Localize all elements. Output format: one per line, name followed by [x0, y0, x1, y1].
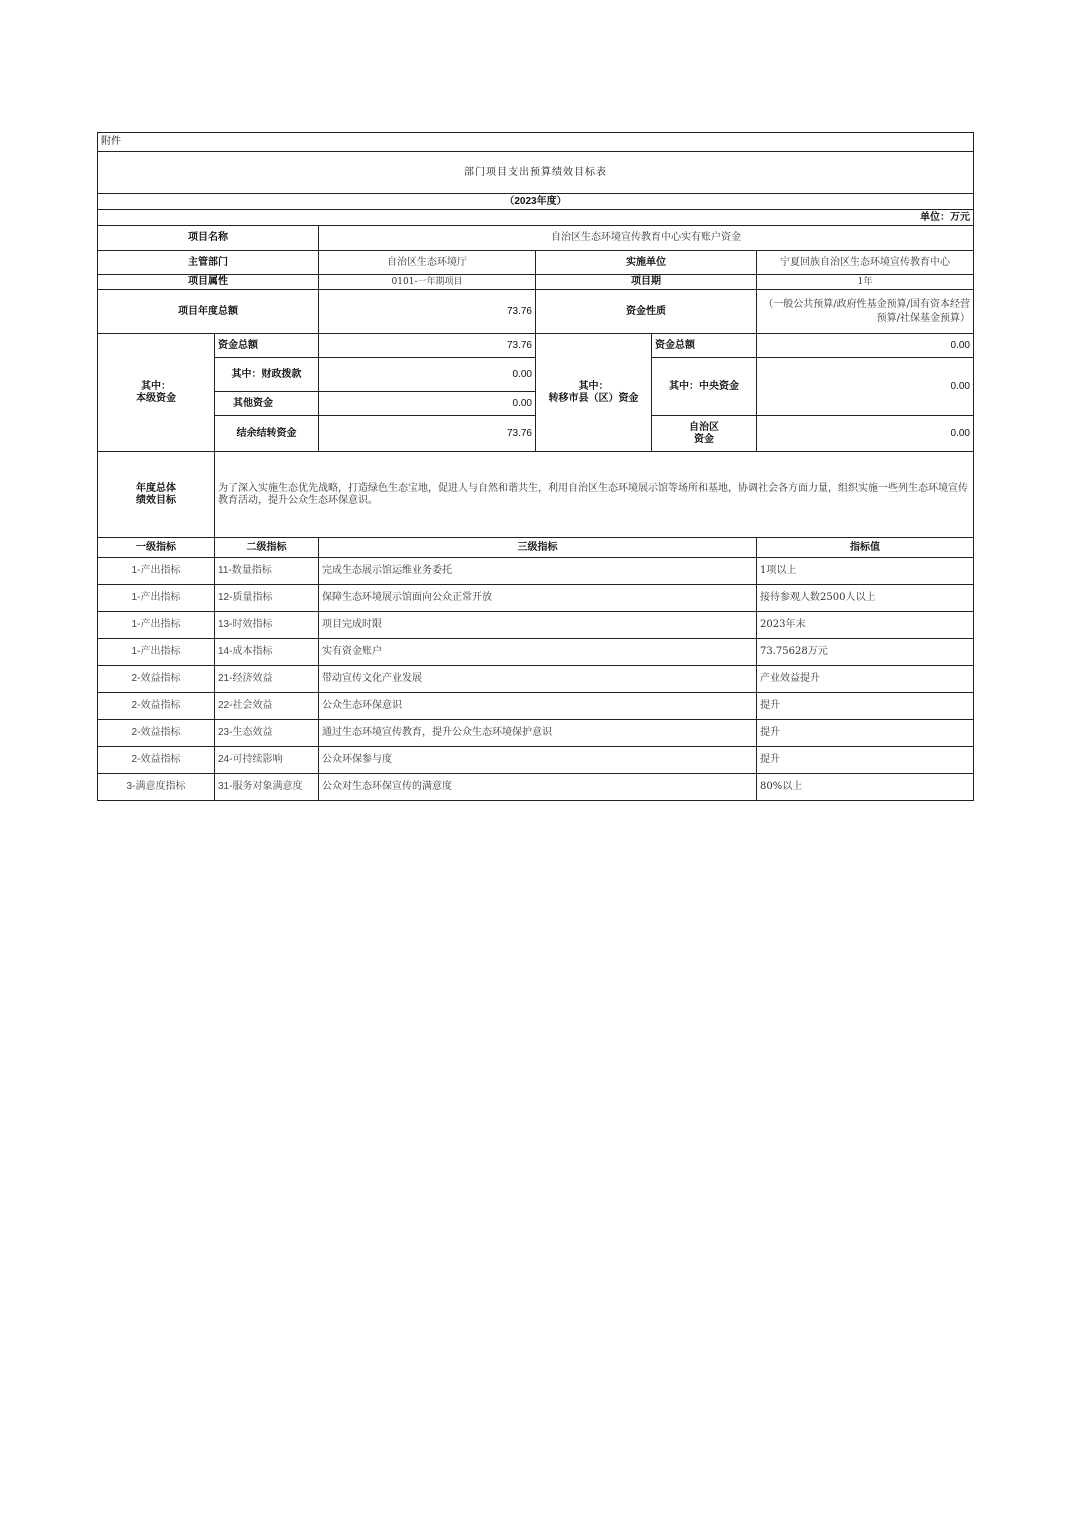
indicator-value: 接待参观人数2500人以上	[757, 585, 974, 612]
transfer-region-label: 自治区 资金	[652, 416, 757, 452]
header-level3: 三级指标	[319, 538, 757, 558]
local-other-label: 其他资金	[215, 392, 319, 416]
transfer-total-label: 资金总额	[652, 334, 757, 358]
indicator-row	[98, 666, 974, 693]
indicator-level3: 项目完成时限	[319, 612, 757, 639]
indicator-row	[98, 747, 974, 774]
indicator-level1: 2-效益指标	[98, 666, 215, 693]
annual-goal-label: 年度总体 绩效目标	[98, 452, 215, 538]
indicator-value: 2023年末	[757, 612, 974, 639]
indicator-level1: 1-产出指标	[98, 639, 215, 666]
performance-target-table	[97, 132, 974, 801]
indicator-level1: 1-产出指标	[98, 558, 215, 585]
local-other-value: 0.00	[319, 392, 536, 416]
indicator-level1: 1-产出指标	[98, 612, 215, 639]
indicator-level1: 2-效益指标	[98, 693, 215, 720]
indicator-value: 提升	[757, 720, 974, 747]
indicator-level1: 3-满意度指标	[98, 774, 215, 801]
indicator-row	[98, 612, 974, 639]
indicator-level3: 完成生态展示馆运维业务委托	[319, 558, 757, 585]
local-fund-group-label: 其中： 本级资金	[98, 334, 215, 452]
dept-value: 自治区生态环境厅	[319, 251, 536, 275]
total-amount-value: 73.76	[319, 290, 536, 334]
indicator-level2: 23-生态效益	[215, 720, 319, 747]
indicator-value: 1项以上	[757, 558, 974, 585]
transfer-central-label: 其中：中央资金	[652, 358, 757, 416]
header-level1: 一级指标	[98, 538, 215, 558]
local-fiscal-value: 0.00	[319, 358, 536, 392]
indicator-level3: 带动宣传文化产业发展	[319, 666, 757, 693]
total-amount-label: 项目年度总额	[98, 290, 319, 334]
indicator-row	[98, 693, 974, 720]
indicator-level2: 24-可持续影响	[215, 747, 319, 774]
indicator-level1: 2-效益指标	[98, 747, 215, 774]
transfer-fund-group-label: 其中： 转移市县（区）资金	[536, 334, 652, 452]
indicator-row	[98, 720, 974, 747]
local-carry-value: 73.76	[319, 416, 536, 452]
transfer-region-value: 0.00	[757, 416, 974, 452]
indicator-level2: 11-数量指标	[215, 558, 319, 585]
indicator-value: 73.75628万元	[757, 639, 974, 666]
indicator-level2: 12-质量指标	[215, 585, 319, 612]
indicator-level3: 通过生态环境宣传教育，提升公众生态环境保护意识	[319, 720, 757, 747]
indicator-level2: 14-成本指标	[215, 639, 319, 666]
local-fiscal-label: 其中：财政拨款	[215, 358, 319, 392]
project-attr-label: 项目属性	[98, 275, 319, 290]
impl-unit-label: 实施单位	[536, 251, 757, 275]
project-period-label: 项目期	[536, 275, 757, 290]
local-carry-label: 结余结转资金	[215, 416, 319, 452]
indicator-level2: 31-服务对象满意度	[215, 774, 319, 801]
unit-label: 单位：万元	[98, 210, 974, 226]
indicator-value: 提升	[757, 747, 974, 774]
impl-unit-value: 宁夏回族自治区生态环境宣传教育中心	[757, 251, 974, 275]
project-attr-value: 0101-一年期项目	[319, 275, 536, 290]
indicator-level3: 保障生态环境展示馆面向公众正常开放	[319, 585, 757, 612]
local-total-label: 资金总额	[215, 334, 319, 358]
fund-nature-label: 资金性质	[536, 290, 757, 334]
project-period-value: 1年	[757, 275, 974, 290]
indicator-level2: 13-时效指标	[215, 612, 319, 639]
indicator-level2: 21-经济效益	[215, 666, 319, 693]
page-title: 部门项目支出预算绩效目标表	[98, 152, 974, 194]
header-level2: 二级指标	[215, 538, 319, 558]
year-label: （2023年度）	[98, 194, 974, 210]
indicator-row	[98, 639, 974, 666]
indicator-level1: 1-产出指标	[98, 585, 215, 612]
indicator-value: 提升	[757, 693, 974, 720]
project-name-label: 项目名称	[98, 226, 319, 251]
dept-label: 主管部门	[98, 251, 319, 275]
transfer-total-value: 0.00	[757, 334, 974, 358]
indicator-row	[98, 774, 974, 801]
indicator-value: 80%以上	[757, 774, 974, 801]
indicator-level3: 公众对生态环保宣传的满意度	[319, 774, 757, 801]
indicator-level1: 2-效益指标	[98, 720, 215, 747]
indicator-level2: 22-社会效益	[215, 693, 319, 720]
indicator-level3: 公众生态环保意识	[319, 693, 757, 720]
indicator-value: 产业效益提升	[757, 666, 974, 693]
indicator-level3: 实有资金账户	[319, 639, 757, 666]
attachment-label: 附件	[98, 133, 974, 152]
indicator-level3: 公众环保参与度	[319, 747, 757, 774]
indicator-row	[98, 558, 974, 585]
indicator-row	[98, 585, 974, 612]
local-total-value: 73.76	[319, 334, 536, 358]
header-value: 指标值	[757, 538, 974, 558]
annual-goal-text: 为了深入实施生态优先战略，打造绿色生态宝地，促进人与自然和谐共生，利用自治区生态环境展示馆等场所和基地，协调社会各方面力量，组织实施一些列生态环境宣传教育活动，提升公众生态环保意识。	[215, 452, 974, 538]
fund-nature-value: （一般公共预算/政府性基金预算/国有资本经营预算/社保基金预算）	[757, 290, 974, 334]
project-name-value: 自治区生态环境宣传教育中心实有账户资金	[319, 226, 974, 251]
transfer-central-value: 0.00	[757, 358, 974, 416]
